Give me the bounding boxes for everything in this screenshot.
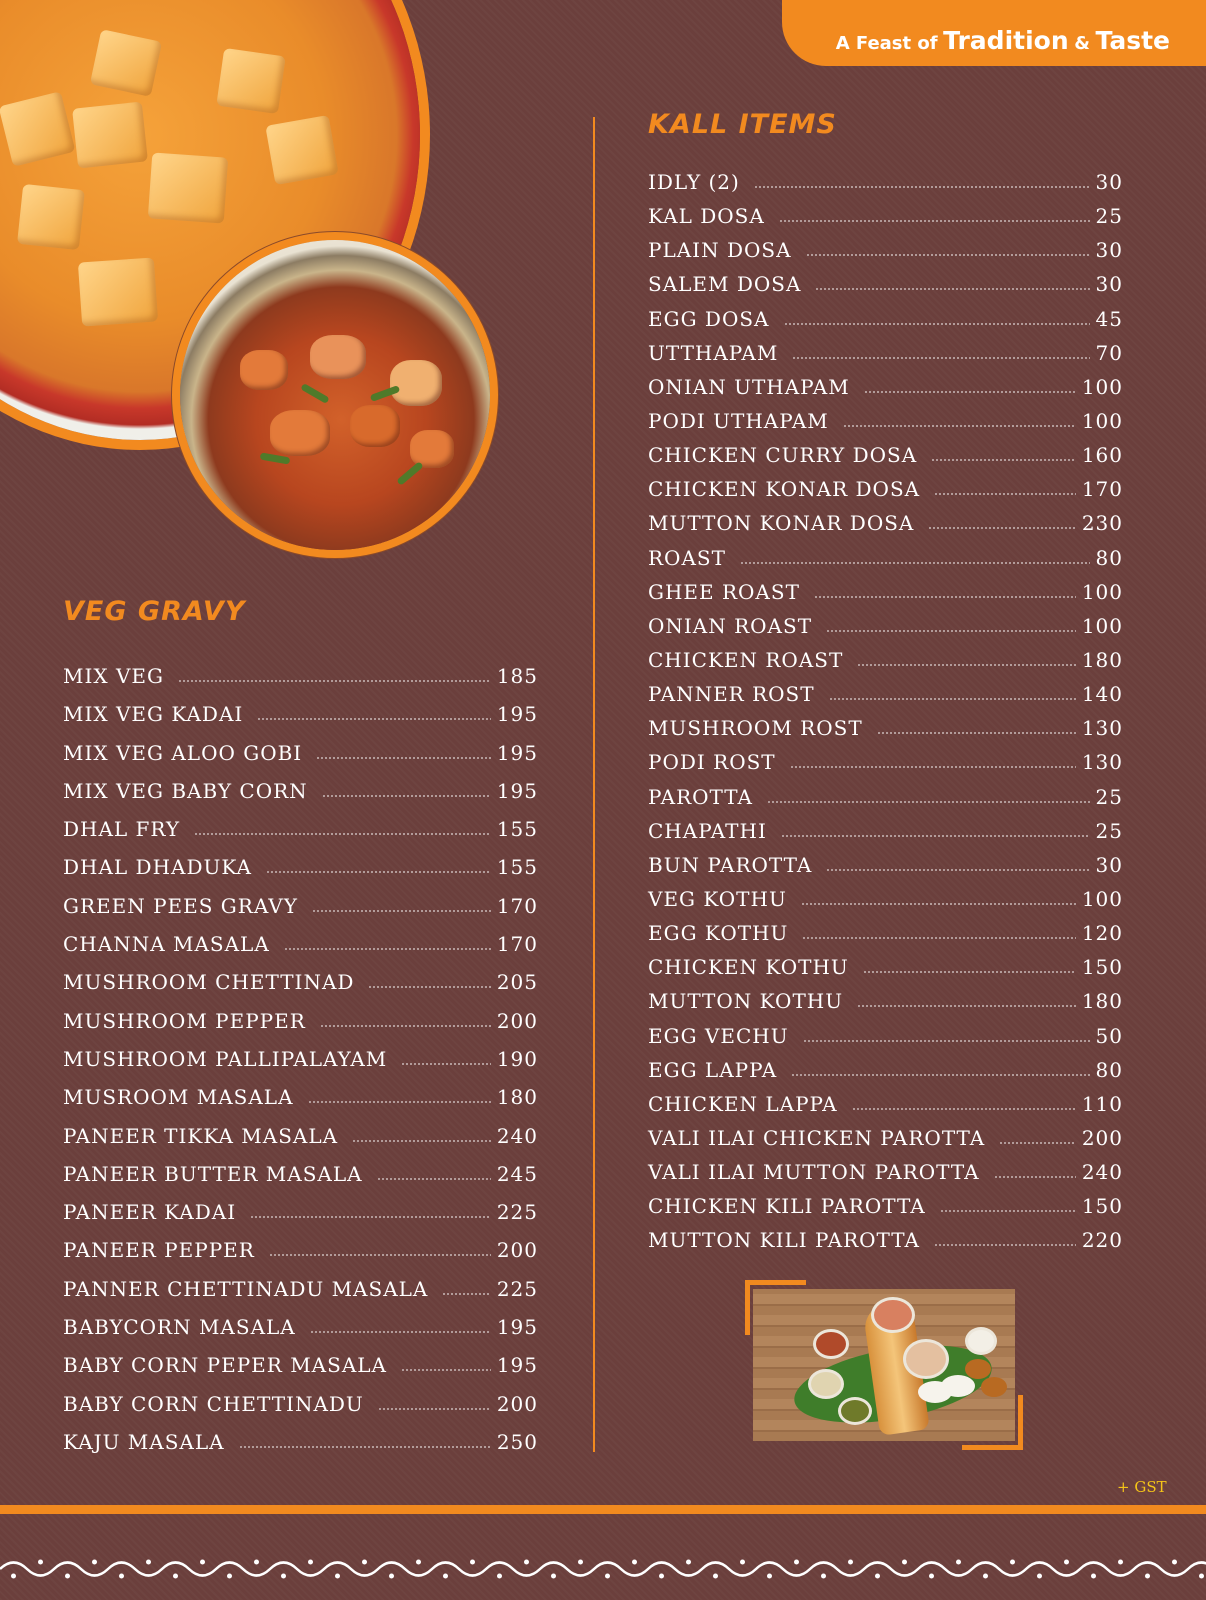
footer-wave-ornament [0, 1552, 1206, 1586]
menu-item [648, 1194, 1123, 1228]
wave-dot [686, 1560, 691, 1565]
wave-dot [146, 1560, 151, 1565]
item-price: 80 [1095, 545, 1123, 570]
item-price: 130 [1081, 716, 1123, 741]
item-price: 100 [1081, 886, 1123, 911]
item-name: CHICKEN KONAR DOSA [648, 477, 921, 502]
menu-item [63, 1430, 538, 1468]
menu-item [63, 1238, 538, 1276]
item-name: PODI ROST [648, 750, 776, 775]
menu-item [63, 970, 538, 1008]
dot-leader [940, 1209, 1076, 1213]
item-name: EGG VECHU [648, 1023, 789, 1048]
item-name: MIX VEG ALOO GOBI [63, 740, 303, 765]
dot-leader [754, 185, 1090, 189]
wave-dot [1037, 1574, 1042, 1579]
menu-item [63, 1009, 538, 1047]
veg-gravy-list [63, 664, 538, 1468]
item-name: GREEN PEES GRAVY [63, 893, 298, 918]
item-name: MUSHROOM ROST [648, 716, 863, 741]
item-name: PANEER PEPPER [63, 1238, 255, 1263]
wave-dot [794, 1560, 799, 1565]
item-price: 205 [496, 970, 538, 995]
item-name: PLAIN DOSA [648, 238, 792, 263]
item-name: ONIAN UTHAPAM [648, 374, 850, 399]
wave-dot [1010, 1560, 1015, 1565]
item-price: 100 [1081, 374, 1123, 399]
wave-dot [821, 1574, 826, 1579]
menu-item [648, 272, 1123, 306]
wave-dot [254, 1560, 259, 1565]
menu-item [648, 1160, 1123, 1194]
item-price: 120 [1081, 921, 1123, 946]
wave-dot [956, 1560, 961, 1565]
item-price: 155 [496, 817, 538, 842]
item-name: KAJU MASALA [63, 1429, 225, 1454]
menu-item [648, 170, 1123, 204]
wave-dot [767, 1574, 772, 1579]
wave-dot [983, 1574, 988, 1579]
item-name: CHAPATHI [648, 818, 767, 843]
menu-item [648, 819, 1123, 853]
column-divider [593, 117, 595, 1452]
dot-leader [934, 492, 1076, 496]
item-price: 220 [1081, 1228, 1123, 1253]
wave-dot [38, 1560, 43, 1565]
item-price: 130 [1081, 750, 1123, 775]
item-name: PANNER ROST [648, 682, 815, 707]
item-name: ONIAN ROAST [648, 613, 813, 638]
item-name: VEG KOTHU [648, 886, 787, 911]
item-name: PAROTTA [648, 784, 753, 809]
dot-leader [779, 219, 1090, 223]
tagline-part: Taste [1095, 26, 1170, 55]
item-price: 240 [496, 1123, 538, 1148]
item-name: VALI ILAI MUTTON PAROTTA [648, 1160, 980, 1185]
menu-item [63, 741, 538, 779]
wave-dot [11, 1574, 16, 1579]
item-price: 180 [1081, 989, 1123, 1014]
dot-leader [826, 868, 1089, 872]
dot-leader [178, 679, 491, 683]
footer-bar [0, 1505, 1206, 1514]
dot-leader [401, 1368, 491, 1372]
menu-item [648, 887, 1123, 921]
wave-dot [65, 1574, 70, 1579]
item-name: MUTTON KONAR DOSA [648, 511, 915, 536]
dot-leader [790, 765, 1076, 769]
gst-note: + GST [1117, 1478, 1167, 1496]
item-price: 195 [496, 740, 538, 765]
dot-leader [863, 970, 1076, 974]
wave-dot [1172, 1560, 1177, 1565]
menu-item [648, 921, 1123, 955]
menu-item [63, 1200, 538, 1238]
dot-leader [843, 424, 1076, 428]
menu-item [648, 1024, 1123, 1058]
menu-item [63, 894, 538, 932]
wave-dot [362, 1560, 367, 1565]
item-name: MIX VEG KADAI [63, 702, 244, 727]
item-price: 230 [1081, 511, 1123, 536]
item-price: 170 [496, 893, 538, 918]
item-price: 170 [1081, 477, 1123, 502]
menu-item [648, 648, 1123, 682]
menu-item [63, 1124, 538, 1162]
dot-leader [826, 629, 1076, 633]
item-price: 195 [496, 1315, 538, 1340]
item-name: BUN PAROTTA [648, 852, 813, 877]
wave-dot [1118, 1560, 1123, 1565]
item-price: 140 [1081, 682, 1123, 707]
wave-dot [92, 1560, 97, 1565]
item-price: 25 [1095, 818, 1123, 843]
wave-dot [740, 1560, 745, 1565]
dot-leader [239, 1445, 491, 1449]
menu-item [648, 750, 1123, 784]
menu-item [63, 1085, 538, 1123]
item-price: 195 [496, 702, 538, 727]
item-name: GHEE ROAST [648, 579, 800, 604]
item-price: 100 [1081, 579, 1123, 604]
item-name: EGG KOTHU [648, 921, 789, 946]
menu-item [648, 443, 1123, 477]
item-price: 70 [1095, 340, 1123, 365]
kall-items-title: KALL ITEMS [648, 109, 837, 140]
item-price: 250 [496, 1429, 538, 1454]
item-name: MUSHROOM PALLIPALAYAM [63, 1046, 388, 1071]
wave-dot [713, 1574, 718, 1579]
dosa-image [753, 1289, 1015, 1441]
dot-leader [814, 595, 1076, 599]
item-price: 25 [1095, 784, 1123, 809]
item-price: 200 [496, 1238, 538, 1263]
item-price: 225 [496, 1276, 538, 1301]
dot-leader [994, 1175, 1076, 1179]
dot-leader [803, 1039, 1090, 1043]
item-price: 50 [1095, 1023, 1123, 1048]
item-name: UTTHAPAM [648, 340, 779, 365]
dot-leader [310, 1330, 491, 1334]
dot-leader [857, 1004, 1076, 1008]
item-price: 30 [1095, 852, 1123, 877]
item-price: 30 [1095, 170, 1123, 194]
wave-dot [605, 1574, 610, 1579]
item-price: 190 [496, 1046, 538, 1071]
menu-item [648, 238, 1123, 272]
wave-dot [1064, 1560, 1069, 1565]
item-name: MIX VEG BABY CORN [63, 778, 308, 803]
tagline-part: & [1074, 33, 1090, 54]
menu-item [648, 1058, 1123, 1092]
wave-dot [1091, 1574, 1096, 1579]
kall-items-list [648, 170, 1123, 1263]
item-name: DHAL FRY [63, 817, 181, 842]
dot-leader [767, 800, 1090, 804]
menu-item [63, 817, 538, 855]
dot-leader [194, 832, 491, 836]
dot-leader [269, 1253, 491, 1257]
item-price: 150 [1081, 1194, 1123, 1219]
item-name: KAL DOSA [648, 204, 765, 229]
item-name: IDLY (2) [648, 170, 740, 194]
dosa-platter-photo [745, 1280, 1023, 1450]
dot-leader [740, 561, 1090, 565]
item-price: 195 [496, 778, 538, 803]
veg-curry-bowl-photo [180, 240, 490, 550]
wave-dot [551, 1574, 556, 1579]
item-price: 200 [1081, 1125, 1123, 1150]
dot-leader [250, 1215, 491, 1219]
menu-item [648, 580, 1123, 614]
dot-leader [352, 1139, 491, 1143]
item-name: CHICKEN CURRY DOSA [648, 443, 918, 468]
item-price: 30 [1095, 238, 1123, 263]
menu-item [648, 477, 1123, 511]
item-name: EGG LAPPA [648, 1057, 778, 1082]
menu-item [648, 1228, 1123, 1262]
dot-leader [806, 253, 1090, 257]
dot-leader [815, 287, 1089, 291]
wave-dot [1145, 1574, 1150, 1579]
menu-item [648, 409, 1123, 443]
menu-item [63, 855, 538, 893]
tagline-part: Tradition [943, 26, 1069, 55]
item-name: EGG DOSA [648, 306, 770, 331]
item-price: 195 [496, 1353, 538, 1378]
wave-dot [119, 1574, 124, 1579]
menu-item [648, 682, 1123, 716]
item-name: PANEER TIKKA MASALA [63, 1123, 339, 1148]
dot-leader [801, 902, 1076, 906]
item-name: PANNER CHETTINADU MASALA [63, 1276, 429, 1301]
menu-item [63, 1047, 538, 1085]
dot-leader [284, 947, 491, 951]
dot-leader [934, 1243, 1076, 1247]
item-price: 185 [496, 664, 538, 688]
item-price: 160 [1081, 443, 1123, 468]
tagline-banner [782, 0, 1206, 66]
item-name: ROAST [648, 545, 726, 570]
menu-item [63, 1392, 538, 1430]
wave-dot [659, 1574, 664, 1579]
dot-leader [316, 756, 491, 760]
item-name: MUSHROOM CHETTINAD [63, 970, 355, 995]
item-price: 150 [1081, 955, 1123, 980]
item-price: 30 [1095, 272, 1123, 297]
wave-dot [173, 1574, 178, 1579]
menu-item [648, 716, 1123, 750]
menu-item [648, 955, 1123, 989]
dot-leader [266, 870, 491, 874]
item-name: CHICKEN KILI PAROTTA [648, 1194, 926, 1219]
item-name: BABY CORN PEPER MASALA [63, 1353, 387, 1378]
item-price: 155 [496, 855, 538, 880]
item-price: 45 [1095, 306, 1123, 331]
dot-leader [320, 1024, 491, 1028]
tagline-text [836, 26, 1170, 55]
item-price: 180 [496, 1085, 538, 1110]
menu-item [648, 785, 1123, 819]
wave-dot [389, 1574, 394, 1579]
menu-item [648, 614, 1123, 648]
item-price: 100 [1081, 613, 1123, 638]
dot-leader [308, 1100, 491, 1104]
dot-leader [864, 390, 1076, 394]
dot-leader [257, 717, 491, 721]
veg-gravy-title: VEG GRAVY [63, 596, 246, 627]
wave-dot [335, 1574, 340, 1579]
item-price: 225 [496, 1200, 538, 1225]
wave-dot [227, 1574, 232, 1579]
menu-item [63, 779, 538, 817]
menu-item [648, 204, 1123, 238]
menu-item [63, 1315, 538, 1353]
item-price: 170 [496, 932, 538, 957]
menu-item [648, 1092, 1123, 1126]
menu-item [648, 989, 1123, 1023]
item-price: 240 [1081, 1160, 1123, 1185]
item-name: BABYCORN MASALA [63, 1315, 296, 1340]
item-price: 100 [1081, 408, 1123, 433]
dot-leader [857, 663, 1076, 667]
item-name: PANEER BUTTER MASALA [63, 1161, 363, 1186]
dot-leader [791, 1073, 1089, 1077]
menu-item [648, 511, 1123, 545]
wave-dot [281, 1574, 286, 1579]
dot-leader [877, 731, 1076, 735]
menu-item [63, 932, 538, 970]
wave-dot [1199, 1574, 1204, 1579]
item-name: MUSROOM MASALA [63, 1085, 294, 1110]
dot-leader [442, 1292, 490, 1296]
menu-item [63, 1162, 538, 1200]
wave-dot [578, 1560, 583, 1565]
menu-item [648, 1126, 1123, 1160]
item-name: CHANNA MASALA [63, 932, 270, 957]
menu-item [648, 375, 1123, 409]
wave-dot [848, 1560, 853, 1565]
menu-item [63, 1277, 538, 1315]
wave-dot [524, 1560, 529, 1565]
dot-leader [378, 1407, 491, 1411]
wave-dot [470, 1560, 475, 1565]
item-name: MUSHROOM PEPPER [63, 1008, 306, 1033]
dot-leader [829, 697, 1076, 701]
wave-dot [632, 1560, 637, 1565]
item-name: MUTTON KOTHU [648, 989, 844, 1014]
item-name: BABY CORN CHETTINADU [63, 1391, 364, 1416]
item-price: 110 [1081, 1091, 1123, 1116]
wave-dot [416, 1560, 421, 1565]
wave-dot [902, 1560, 907, 1565]
dot-leader [368, 985, 490, 989]
item-name: CHICKEN KOTHU [648, 955, 849, 980]
dot-leader [931, 458, 1076, 462]
wave-dot [929, 1574, 934, 1579]
menu-item [63, 1353, 538, 1391]
wave-dot [443, 1574, 448, 1579]
dot-leader [792, 356, 1089, 360]
dot-leader [322, 794, 491, 798]
dot-leader [999, 1141, 1076, 1145]
dot-leader [781, 834, 1090, 838]
item-price: 80 [1095, 1057, 1123, 1082]
wave-dot [875, 1574, 880, 1579]
menu-item [648, 341, 1123, 375]
item-price: 180 [1081, 647, 1123, 672]
item-name: PODI UTHAPAM [648, 408, 829, 433]
wave-dot [308, 1560, 313, 1565]
menu-item [648, 853, 1123, 887]
menu-item [63, 664, 538, 702]
item-name: MUTTON KILI PAROTTA [648, 1228, 920, 1253]
menu-item [648, 307, 1123, 341]
item-name: VALI ILAI CHICKEN PAROTTA [648, 1125, 986, 1150]
item-name: CHICKEN ROAST [648, 647, 844, 672]
menu-item [648, 546, 1123, 580]
wave-dot [200, 1560, 205, 1565]
item-price: 25 [1095, 204, 1123, 229]
dot-leader [784, 322, 1090, 326]
wave-dot [497, 1574, 502, 1579]
item-name: CHICKEN LAPPA [648, 1091, 838, 1116]
item-name: MIX VEG [63, 664, 164, 688]
item-name: SALEM DOSA [648, 272, 802, 297]
tagline-part: A Feast of [835, 33, 938, 54]
dot-leader [802, 936, 1075, 940]
dot-leader [312, 909, 491, 913]
item-name: DHAL DHADUKA [63, 855, 252, 880]
dot-leader [928, 526, 1075, 530]
item-price: 200 [496, 1391, 538, 1416]
item-name: PANEER KADAI [63, 1200, 237, 1225]
item-price: 200 [496, 1008, 538, 1033]
dot-leader [852, 1107, 1076, 1111]
menu-item [63, 702, 538, 740]
dot-leader [401, 1062, 491, 1066]
dot-leader [377, 1177, 491, 1181]
item-price: 245 [496, 1161, 538, 1186]
